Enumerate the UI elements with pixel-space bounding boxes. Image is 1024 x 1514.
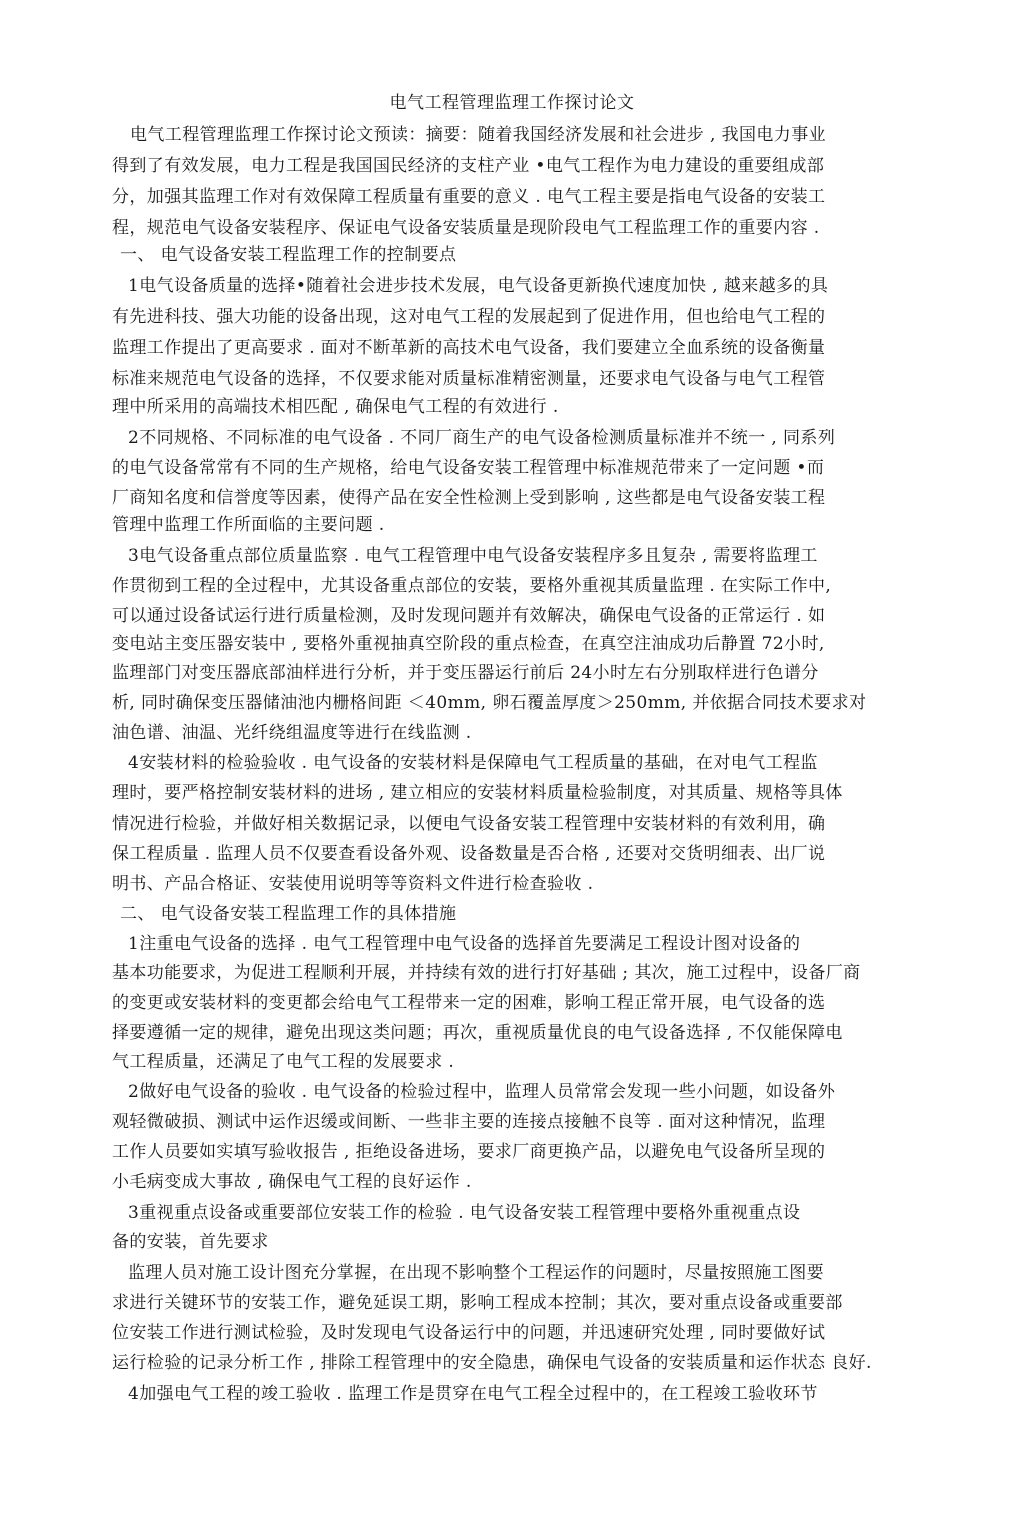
paragraph-line: 油色谱、油温、光纤绕组温度等进行在线监测 .	[112, 723, 472, 743]
paragraph-line: 变电站主变压器安装中 , 要格外重视抽真空阶段的重点检查，在真空注油成功后静置 72小时,	[112, 634, 825, 654]
paragraph-line: 小毛病变成大事故 , 确保电气工程的良好运作 .	[112, 1172, 472, 1192]
paragraph-line: 基本功能要求，为促进工程顺利开展，并持续有效的进行打好基础 ; 其次，施工过程中，设备厂商	[112, 963, 861, 983]
paragraph-line: 备的安装，首先要求	[112, 1232, 269, 1252]
paragraph-line: 工作人员要如实填写验收报告 , 拒绝设备进场，要求厂商更换产品，以避免电气设备所呈现的	[112, 1142, 826, 1162]
paragraph-line: 的电气设备常常有不同的生产规格，给电气设备安装工程管理中标准规范带来了一定问题 •而	[112, 458, 825, 478]
paragraph-line: 运行检验的记录分析工作 , 排除工程管理中的安全隐患，确保电气设备的安装质量和运作状态 良好.	[112, 1353, 872, 1373]
paragraph-line: 电气工程管理监理工作探讨论文预读：摘要：随着我国经济发展和社会进步 , 我国电力事业	[130, 125, 827, 145]
paragraph-line: 4安装材料的检验验收 . 电气设备的安装材料是保障电气工程质量的基础，在对电气工程监	[128, 753, 818, 773]
paragraph-line: 1电气设备质量的选择•随着社会进步技术发展，电气设备更新换代速度加快 , 越来越多的具	[128, 276, 829, 296]
paragraph-line: 择要遵循一定的规律，避免出现这类问题；再次，重视质量优良的电气设备选择 , 不仅能保障电	[112, 1023, 843, 1043]
paragraph-line: 理中所采用的高端技术相匹配 , 确保电气工程的有效进行 .	[112, 397, 559, 417]
paragraph-line: 观轻微破损、测试中运作迟缓或间断、一些非主要的连接点接触不良等 . 面对这种情况，监理	[112, 1112, 826, 1132]
paragraph-line: 明书、产品合格证、安装使用说明等等资料文件进行检查验收 .	[112, 874, 594, 894]
paragraph-line: 情况进行检验，并做好相关数据记录，以便电气设备安装工程管理中安装材料的有效利用，确	[112, 814, 826, 834]
document-title: 电气工程管理监理工作探讨论文	[389, 93, 635, 113]
paragraph-line: 监理部门对变压器底部油样进行分析，并于变压器运行前后 24小时左右分别取样进行色谱分	[112, 663, 819, 683]
paragraph-line: 分，加强其监理工作对有效保障工程质量有重要的意义 . 电气工程主要是指电气设备的安装工	[112, 187, 826, 207]
paragraph-line: 作贯彻到工程的全过程中，尤其设备重点部位的安装，要格外重视其质量监理 . 在实际工作中,	[112, 576, 832, 596]
section-heading: 一、 电气设备安装工程监理工作的控制要点	[120, 245, 457, 265]
paragraph-line: 有先进科技、强大功能的设备出现，这对电气工程的发展起到了促进作用，但也给电气工程的	[112, 307, 826, 327]
paragraph-line: 理时，要严格控制安装材料的进场 , 建立相应的安装材料质量检验制度，对其质量、规格等具体	[112, 783, 843, 803]
paragraph-line: 求进行关键环节的安装工作，避免延误工期，影响工程成本控制；其次，要对重点设备或重要部	[112, 1293, 843, 1313]
paragraph-line: 监理人员对施工设计图充分掌握，在出现不影响整个工程运作的问题时，尽量按照施工图要	[128, 1263, 824, 1283]
paragraph-line: 气工程质量，还满足了电气工程的发展要求 .	[112, 1052, 455, 1072]
paragraph-line: 3重视重点设备或重要部位安装工作的检验 . 电气设备安装工程管理中要格外重视重点设	[128, 1203, 801, 1223]
paragraph-line: 标准来规范电气设备的选择，不仅要求能对质量标准精密测量，还要求电气设备与电气工程管	[112, 369, 826, 389]
paragraph-line: 位安装工作进行测试检验，及时发现电气设备运行中的问题，并迅速研究处理 , 同时要做好试	[112, 1323, 826, 1343]
paragraph-line: 监理工作提出了更高要求 . 面对不断革新的高技术电气设备，我们要建立全血系统的设备衡量	[112, 338, 826, 358]
paragraph-line: 管理中监理工作所面临的主要问题 .	[112, 515, 385, 535]
section-heading: 二、 电气设备安装工程监理工作的具体措施	[120, 904, 457, 924]
paragraph-line: 2不同规格、不同标准的电气设备 . 不同厂商生产的电气设备检测质量标准并不统一 , 同系列	[128, 428, 836, 448]
paragraph-line: 4加强电气工程的竣工验收 . 监理工作是贯穿在电气工程全过程中的，在工程竣工验收环节	[128, 1384, 818, 1404]
paragraph-line: 1注重电气设备的选择 . 电气工程管理中电气设备的选择首先要满足工程设计图对设备的	[128, 934, 801, 954]
paragraph-line: 的变更或安装材料的变更都会给电气工程带来一定的困难，影响工程正常开展，电气设备的选	[112, 993, 826, 1013]
paragraph-line: 可以通过设备试运行进行质量检测，及时发现问题并有效解决，确保电气设备的正常运行 . 如	[112, 606, 826, 626]
paragraph-line: 厂商知名度和信誉度等因素，使得产品在安全性检测上受到影响 , 这些都是电气设备安装工程	[112, 488, 826, 508]
paragraph-line: 程，规范电气设备安装程序、保证电气设备安装质量是现阶段电气工程监理工作的重要内容 .	[112, 218, 820, 238]
paragraph-line: 保工程质量 . 监理人员不仅要查看设备外观、设备数量是否合格 , 还要对交货明细表、出厂说	[112, 844, 826, 864]
paragraph-line: 3电气设备重点部位质量监察 . 电气工程管理中电气设备安装程序多且复杂 , 需要将监理工	[128, 546, 818, 566]
paragraph-line: 析, 同时确保变压器储油池内栅格间距 ＜40mm, 卵石覆盖厚度＞250mm, 并依据合同技术要求对	[112, 693, 867, 713]
paragraph-line: 得到了有效发展，电力工程是我国国民经济的支柱产业 •电气工程作为电力建设的重要组成部	[112, 156, 825, 176]
paragraph-line: 2做好电气设备的验收 . 电气设备的检验过程中，监理人员常常会发现一些小问题，如设备外	[128, 1082, 836, 1102]
